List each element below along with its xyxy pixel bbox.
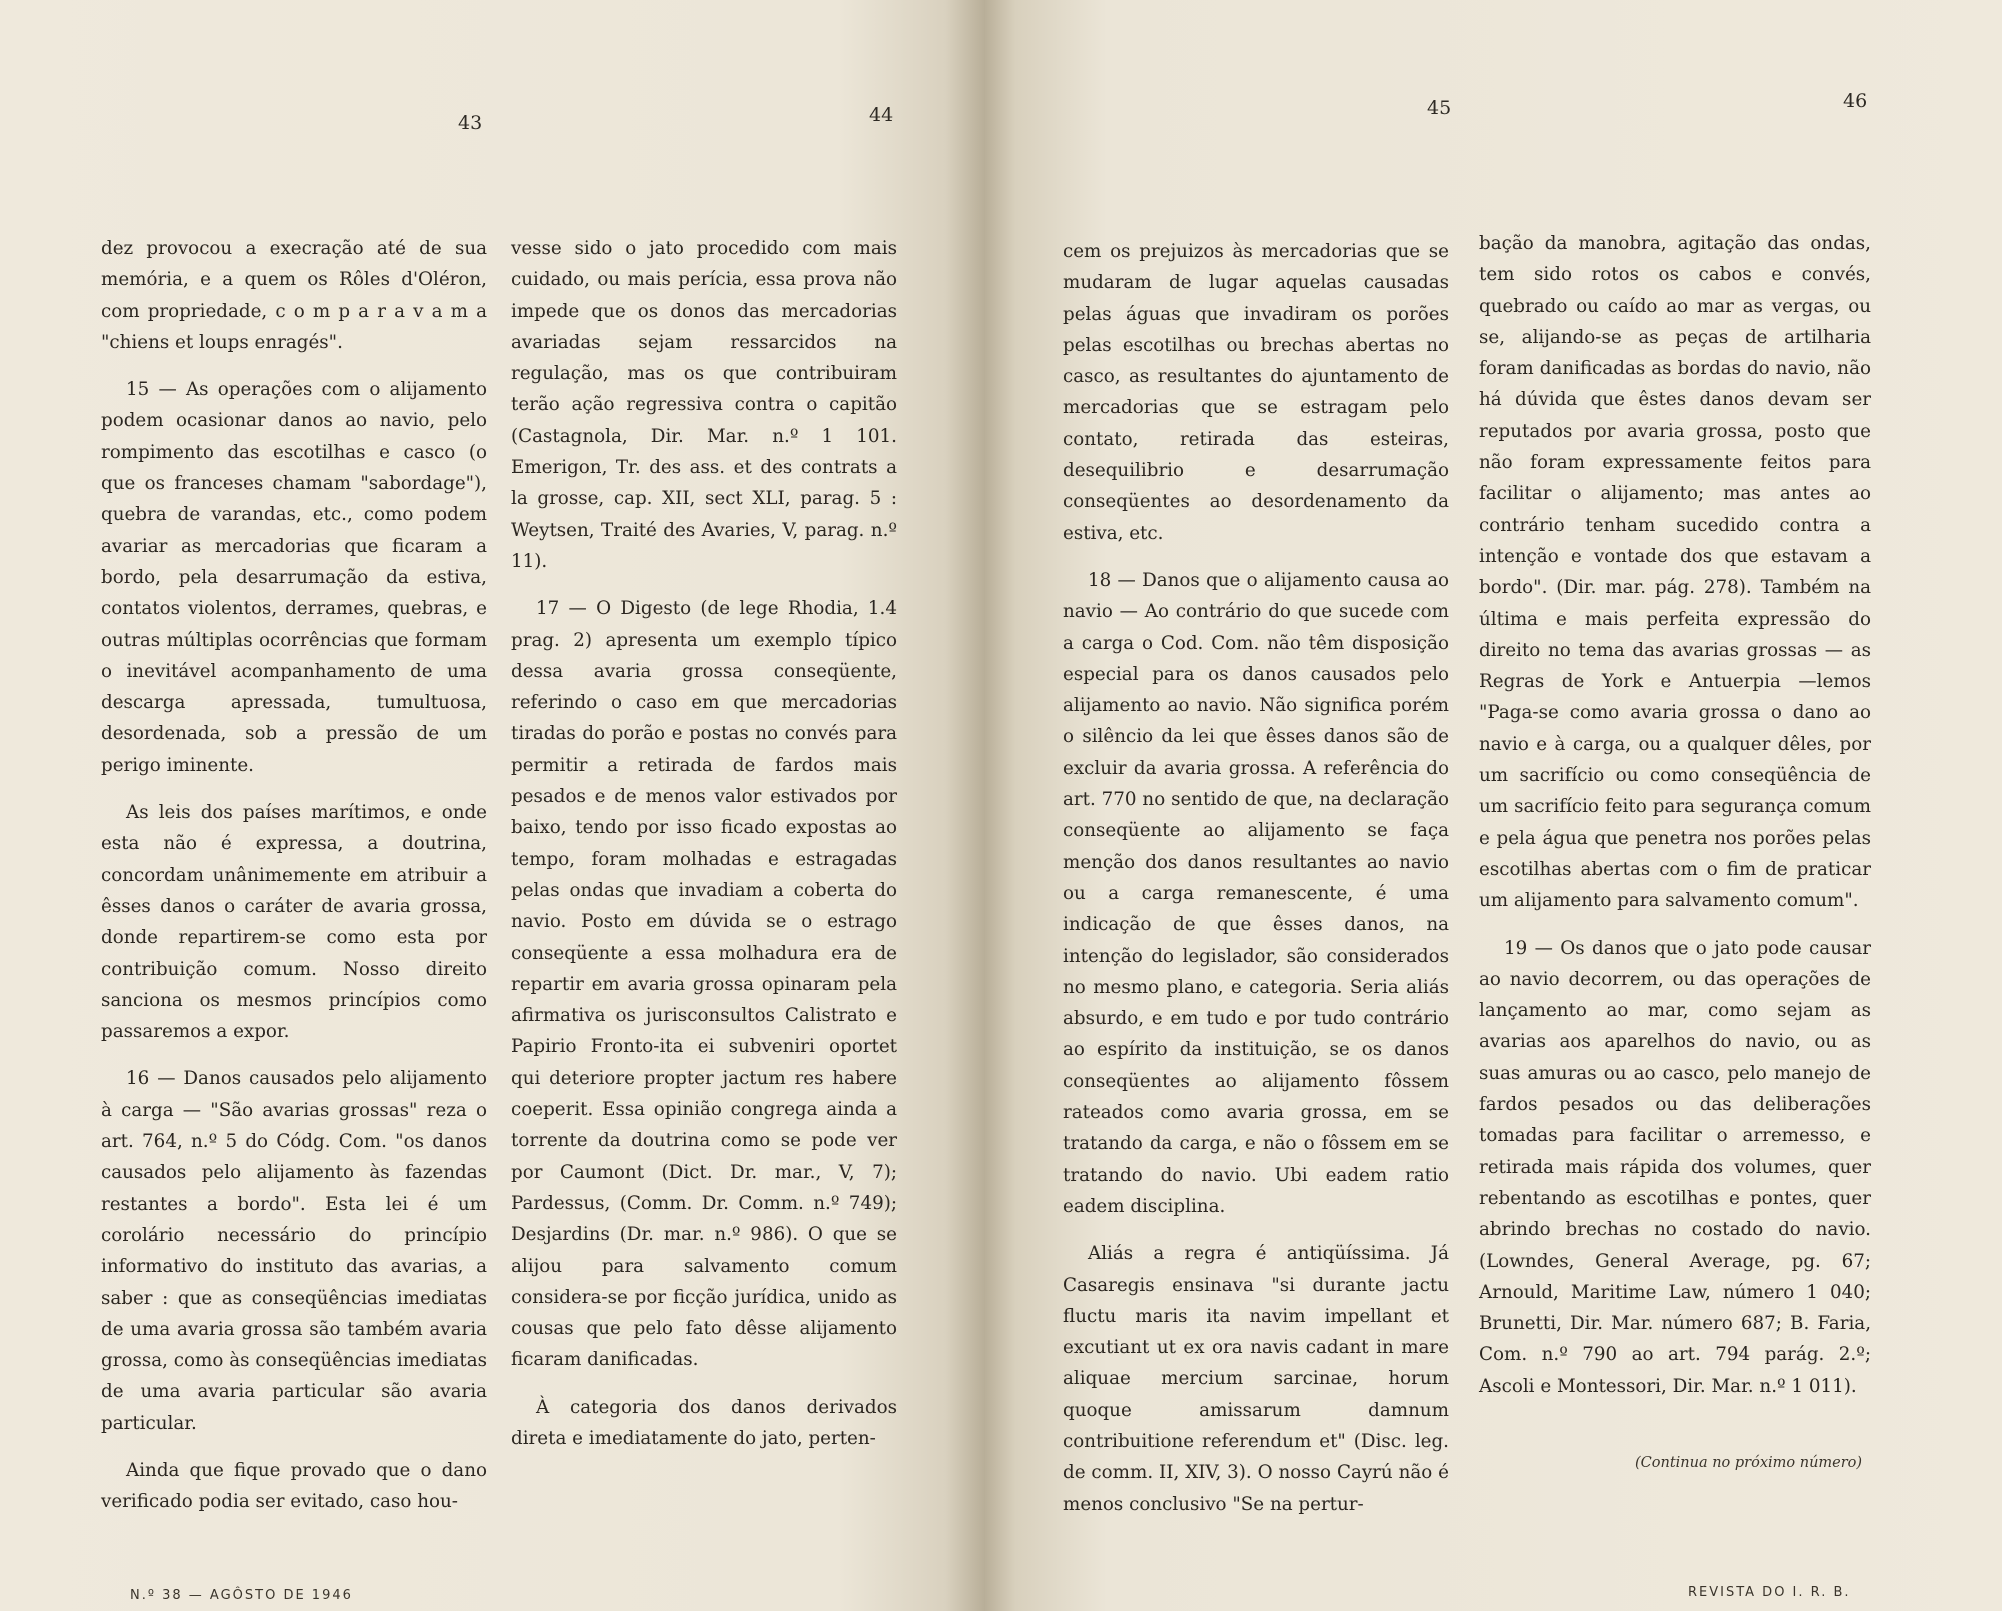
text-column-page-44 (511, 233, 897, 1454)
continued-note: (Continua no próximo número) (1635, 1455, 1863, 1471)
text-column-page-45 (1063, 236, 1449, 1520)
text-column-page-43 (101, 233, 487, 1518)
paragraph: As leis dos países marítimos, e onde esta não é expressa, a doutrina, concordam unânimemente em atribuir a êsses danos o caráter de avaria grossa, donde repartirem-se como esta por contribuição comum. Nosso direito sanciona os mesmos princípios como passaremos a expor. (101, 802, 487, 1043)
text-column-page-46 (1479, 228, 1871, 1402)
paragraph: 17 — O Digesto (de lege Rhodia, 1.4 prag. 2) apresenta um exemplo típico dessa avaria grossa conseqüente, referindo o caso em que mercadorias tiradas do porão e postas no convés para permitir a retirada de fardos mais pesados e de menos valor estivados por baixo, tendo por isso ficado expostas ao tempo, foram molhadas e estragadas pelas ondas que invadiam a coberta do navio. Posto em dúvida se o estrago conseqüente a essa molhadura era de repartir em avaria grossa opinaram pela afirmativa os jurisconsultos Calistrato e Papirio Fronto-ita ei subveniri oportet qui deteriore propter jactum res habere coeperit. Essa opinião congrega ainda a torrente da doutrina como se pode ver por Caumont (Dict. Dr. mar., V, 7); Pardessus, (Comm. Dr. Comm. n.º 749); Desjardins (Dr. mar. n.º 986). O que se alijou para salvamento comum considera-se por ficção jurídica, unido as cousas que pelo fato dêsse alijamento ficaram danificadas. (511, 598, 897, 1371)
paragraph: À categoria dos danos derivados direta e imediatamente do jato, perten- (511, 1396, 897, 1449)
page-number-46: 46 (1843, 90, 1868, 112)
paragraph: Ainda que fique provado que o dano verificado podia ser evitado, caso hou- (101, 1459, 487, 1513)
paragraph: 15 — As operações com o alijamento podem ocasionar danos ao navio, pelo rompimento das escotilhas e casco (o que os franceses chamam "sabordage"), quebra de varandas, etc., como podem avariar as mercadorias que ficaram a bordo, pela desarrumação da estiva, contatos violentos, derrames, quebras, e outras múltiplas ocorrências que formam o inevitável acompanhamento de uma descarga apressada, tumultuosa, desordenada, sob a pressão de um perigo iminente. (101, 379, 487, 776)
running-footer-issue: N.º 38 — AGÔSTO DE 1946 (130, 1588, 353, 1603)
paragraph: 16 — Danos causados pelo alijamento à carga — "São avarias grossas" reza o art. 764, n.º 5 do Códg. Com. "os danos causados pelo alijamento às fazendas restantes a bordo". Esta lei é um corolário necessário do princípio informativo do instituto das avarias, a saber : que as conseqüências imediatas de uma avaria grossa são também avaria grossa, como às conseqüências imediatas de uma avaria particular são avaria particular. (101, 1068, 487, 1434)
paragraph: 19 — Os danos que o jato pode causar ao navio decorrem, ou das operações de lançamento ao mar, como sejam as avarias aos aparelhos do navio, ou as suas amuras ou ao casco, pelo manejo de fardos pesados ou das deliberações tomadas para facilitar o arremesso, e retirada mais rápida dos volumes, quer rebentando as escotilhas e pontes, quer abrindo brechas no costado do navio. (Lowndes, General Average, pg. 67; Arnould, Maritime Law, número 1 040; Brunetti, Dir. Mar. número 687; B. Faria, Com. n.º 790 ao art. 794 parág. 2.º; Ascoli e Montessori, Dir. Mar. n.º 1 011). (1479, 937, 1871, 1397)
paragraph: bação da manobra, agitação das ondas, tem sido rotos os cabos e convés, quebrado ou caído ao mar as vergas, ou se, alijando-se as peças de artilharia foram danificadas as bordas do navio, não há dúvida que êstes danos devam ser reputados por avaria grossa, posto que não foram expressamente feitos para facilitar o alijamento; mas antes ao contrário tenham sucedido contra a intenção e vontade dos que estavam a bordo". (Dir. mar. pág. 278). Também na última e mais perfeita expressão do direito no tema das avarias grossas — as Regras de York e Antuerpia —lemos "Paga-se como avaria grossa o dano ao navio e à carga, ou a qualquer dêles, por um sacrifício ou como conseqüência de um sacrifício feito para segurança comum e pela água que penetra nos porões pelas escotilhas abertas com o fim de praticar um alijamento para salvamento comum". (1479, 233, 1871, 912)
running-footer-journal: REVISTA DO I. R. B. (1688, 1585, 1851, 1600)
left-page (0, 0, 985, 1611)
paragraph: Aliás a regra é antiqüíssima. Já Casaregis ensinava "si durante jactu fluctu maris ita navim impellant et excutiant ut ex ora navis cadant in mare aliquae mercium sarcinae, horum quoque amissarum damnum contribuitione referendum et" (Disc. leg. de comm. II, XIV, 3). O nosso Cayrú não é menos conclusivo "Se na pertur- (1063, 1243, 1449, 1515)
paragraph: 18 — Danos que o alijamento causa ao navio — Ao contrário do que sucede com a carga o Cod. Com. não têm disposição especial para os danos causados pelo alijamento ao navio. Não significa porém o silêncio da lei que êsses danos são de excluir da avaria grossa. A referência do art. 770 no sentido de que, na declaração conseqüente ao alijamento se faça menção dos danos resultantes ao navio ou a carga remanescente, é uma indicação de que êsses danos, na intenção do legislador, são considerados no mesmo plano, e categoria. Seria aliás absurdo, e em tudo e por tudo contrário ao espírito da instituição, se os danos conseqüentes ao alijamento fôssem rateados como avaria grossa, em se tratando da carga, e não o fôssem em se tratando do navio. Ubi eadem ratio eadem disciplina. (1063, 569, 1449, 1217)
paragraph: dez provocou a execração até de sua memória, e a quem os Rôles d'Oléron, com propriedade, c o m p a r a v a m a "chiens et loups enragés". (101, 238, 487, 353)
page-number-45: 45 (1427, 97, 1452, 119)
page-number-43: 43 (458, 112, 483, 134)
right-page (985, 0, 2002, 1611)
paragraph: cem os prejuizos às mercadorias que se mudaram de lugar aquelas causadas pelas águas que invadiram os porões pelas escotilhas ou brechas abertas no casco, as resultantes do ajuntamento de mercadorias que se estragam pelo contato, retirada das esteiras, desequilibrio e desarrumação conseqüentes ao desordenamento da estiva, etc. (1063, 241, 1449, 544)
paragraph: vesse sido o jato procedido com mais cuidado, ou mais perícia, essa prova não impede que os donos das mercadorias avariadas sejam ressarcidos na regulação, mas os que contribuiram terão ação regressiva contra o capitão (Castagnola, Dir. Mar. n.º 1 101. Emerigon, Tr. des ass. et des contrats a la grosse, cap. XII, sect XLI, parag. 5 : Weytsen, Traité des Avaries, V, parag. n.º 11). (511, 238, 897, 572)
page-number-44: 44 (869, 104, 894, 126)
